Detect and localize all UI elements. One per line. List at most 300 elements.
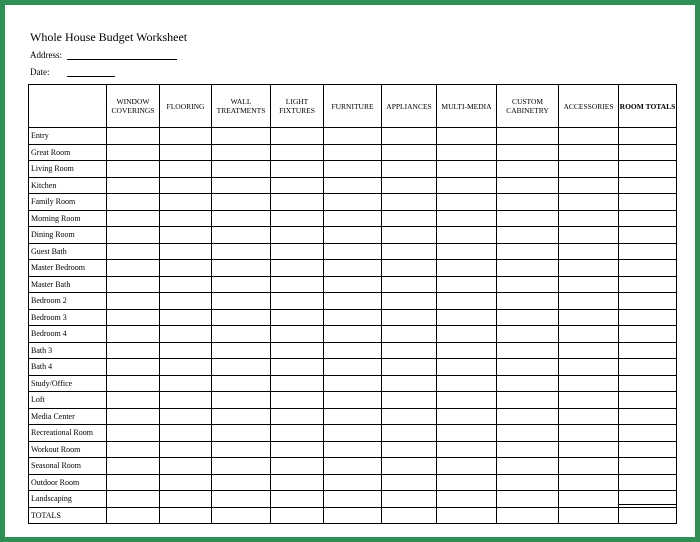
column-header: ROOM TOTALS xyxy=(619,85,677,128)
budget-cell[interactable] xyxy=(271,359,324,376)
budget-cell[interactable] xyxy=(160,359,212,376)
budget-cell[interactable] xyxy=(559,474,619,491)
table-row xyxy=(29,144,677,161)
budget-cell[interactable] xyxy=(160,309,212,326)
budget-cell[interactable] xyxy=(437,375,497,392)
room-label: Study/Office xyxy=(29,375,107,392)
budget-cell[interactable] xyxy=(559,342,619,359)
budget-cell[interactable] xyxy=(619,309,677,326)
room-label: Recreational Room xyxy=(29,425,107,442)
budget-cell[interactable] xyxy=(619,144,677,161)
budget-cell[interactable] xyxy=(160,342,212,359)
budget-cell[interactable] xyxy=(324,227,382,244)
budget-cell[interactable] xyxy=(382,210,437,227)
column-header: CUSTOM CABINETRY xyxy=(497,85,559,128)
budget-cell[interactable] xyxy=(497,128,559,145)
budget-cell[interactable] xyxy=(382,392,437,409)
budget-cell[interactable] xyxy=(160,210,212,227)
budget-cell[interactable] xyxy=(437,194,497,211)
budget-cell[interactable] xyxy=(437,144,497,161)
budget-cell[interactable] xyxy=(107,491,160,508)
room-label: Master Bedroom xyxy=(29,260,107,277)
budget-cell[interactable] xyxy=(107,474,160,491)
budget-cell[interactable] xyxy=(559,293,619,310)
budget-cell[interactable] xyxy=(212,309,271,326)
budget-cell[interactable] xyxy=(559,359,619,376)
budget-cell[interactable] xyxy=(212,128,271,145)
budget-cell[interactable] xyxy=(382,326,437,343)
room-label: Great Room xyxy=(29,144,107,161)
budget-cell[interactable] xyxy=(271,260,324,277)
budget-cell[interactable] xyxy=(437,128,497,145)
worksheet-page xyxy=(5,5,695,537)
budget-cell[interactable] xyxy=(497,491,559,508)
budget-cell[interactable] xyxy=(382,177,437,194)
budget-cell[interactable] xyxy=(497,260,559,277)
budget-cell[interactable] xyxy=(437,408,497,425)
budget-cell[interactable] xyxy=(271,128,324,145)
budget-cell[interactable] xyxy=(160,408,212,425)
date-field xyxy=(67,76,115,77)
budget-cell[interactable] xyxy=(107,194,160,211)
budget-cell[interactable] xyxy=(437,474,497,491)
budget-cell[interactable] xyxy=(437,293,497,310)
budget-cell[interactable] xyxy=(559,128,619,145)
budget-cell[interactable] xyxy=(212,425,271,442)
budget-cell[interactable] xyxy=(437,507,497,524)
budget-cell[interactable] xyxy=(619,276,677,293)
budget-cell[interactable] xyxy=(160,491,212,508)
budget-cell[interactable] xyxy=(619,227,677,244)
budget-cell[interactable] xyxy=(497,375,559,392)
table-row xyxy=(29,359,677,376)
column-header: LIGHT FIXTURES xyxy=(271,85,324,128)
budget-cell[interactable] xyxy=(107,408,160,425)
budget-cell[interactable] xyxy=(497,342,559,359)
column-header: APPLIANCES xyxy=(382,85,437,128)
budget-cell[interactable] xyxy=(271,144,324,161)
budget-cell[interactable] xyxy=(382,408,437,425)
budget-cell[interactable] xyxy=(107,260,160,277)
budget-cell[interactable] xyxy=(212,210,271,227)
budget-cell[interactable] xyxy=(437,260,497,277)
budget-cell[interactable] xyxy=(619,392,677,409)
room-label: Bedroom 3 xyxy=(29,309,107,326)
budget-cell[interactable] xyxy=(497,243,559,260)
budget-cell[interactable] xyxy=(437,342,497,359)
budget-cell[interactable] xyxy=(497,326,559,343)
budget-cell[interactable] xyxy=(271,342,324,359)
budget-cell[interactable] xyxy=(212,342,271,359)
room-label: Guest Bath xyxy=(29,243,107,260)
budget-cell[interactable] xyxy=(559,260,619,277)
budget-cell[interactable] xyxy=(107,441,160,458)
budget-cell[interactable] xyxy=(271,210,324,227)
budget-cell[interactable] xyxy=(382,194,437,211)
table-row xyxy=(29,326,677,343)
budget-cell[interactable] xyxy=(559,144,619,161)
budget-cell[interactable] xyxy=(324,260,382,277)
budget-cell[interactable] xyxy=(382,507,437,524)
budget-cell[interactable] xyxy=(382,260,437,277)
budget-cell[interactable] xyxy=(160,474,212,491)
budget-cell[interactable] xyxy=(107,144,160,161)
budget-cell[interactable] xyxy=(324,177,382,194)
budget-cell[interactable] xyxy=(382,144,437,161)
room-label: Bath 4 xyxy=(29,359,107,376)
budget-cell[interactable] xyxy=(497,177,559,194)
budget-cell[interactable] xyxy=(619,210,677,227)
budget-cell[interactable] xyxy=(382,161,437,178)
budget-cell[interactable] xyxy=(497,144,559,161)
room-label: Outdoor Room xyxy=(29,474,107,491)
table-row xyxy=(29,260,677,277)
table-row xyxy=(29,210,677,227)
budget-cell[interactable] xyxy=(382,359,437,376)
budget-cell[interactable] xyxy=(559,227,619,244)
budget-cell[interactable] xyxy=(107,210,160,227)
table-row xyxy=(29,408,677,425)
budget-cell[interactable] xyxy=(324,408,382,425)
budget-cell[interactable] xyxy=(160,128,212,145)
budget-cell[interactable] xyxy=(212,474,271,491)
budget-cell[interactable] xyxy=(437,210,497,227)
budget-cell[interactable] xyxy=(619,507,677,524)
budget-cell[interactable] xyxy=(271,161,324,178)
room-label: Media Center xyxy=(29,408,107,425)
budget-cell[interactable] xyxy=(497,227,559,244)
budget-cell[interactable] xyxy=(382,227,437,244)
budget-cell[interactable] xyxy=(271,474,324,491)
budget-cell[interactable] xyxy=(619,441,677,458)
budget-cell[interactable] xyxy=(324,309,382,326)
budget-cell[interactable] xyxy=(619,177,677,194)
budget-cell[interactable] xyxy=(107,392,160,409)
budget-cell[interactable] xyxy=(324,392,382,409)
budget-cell[interactable] xyxy=(271,507,324,524)
budget-cell[interactable] xyxy=(619,474,677,491)
room-label: Family Room xyxy=(29,194,107,211)
budget-cell[interactable] xyxy=(382,276,437,293)
budget-cell[interactable] xyxy=(107,309,160,326)
budget-cell[interactable] xyxy=(619,243,677,260)
budget-cell[interactable] xyxy=(324,161,382,178)
budget-cell[interactable] xyxy=(107,128,160,145)
budget-cell[interactable] xyxy=(107,177,160,194)
budget-cell[interactable] xyxy=(619,425,677,442)
budget-cell[interactable] xyxy=(107,359,160,376)
budget-cell[interactable] xyxy=(212,293,271,310)
budget-cell[interactable] xyxy=(324,326,382,343)
budget-cell[interactable] xyxy=(437,392,497,409)
budget-cell[interactable] xyxy=(559,491,619,508)
budget-cell[interactable] xyxy=(497,507,559,524)
budget-cell[interactable] xyxy=(559,276,619,293)
budget-cell[interactable] xyxy=(382,458,437,475)
budget-cell[interactable] xyxy=(212,144,271,161)
budget-cell[interactable] xyxy=(437,161,497,178)
budget-cell[interactable] xyxy=(271,243,324,260)
room-label: Bedroom 4 xyxy=(29,326,107,343)
budget-cell[interactable] xyxy=(324,458,382,475)
budget-cell[interactable] xyxy=(497,458,559,475)
date-label: Date: xyxy=(30,67,50,77)
budget-cell[interactable] xyxy=(497,161,559,178)
budget-cell[interactable] xyxy=(212,276,271,293)
budget-cell[interactable] xyxy=(107,375,160,392)
budget-cell[interactable] xyxy=(619,260,677,277)
budget-cell[interactable] xyxy=(107,161,160,178)
budget-cell[interactable] xyxy=(212,375,271,392)
table-row xyxy=(29,194,677,211)
budget-cell[interactable] xyxy=(619,161,677,178)
column-header: WALL TREATMENTS xyxy=(212,85,271,128)
table-row xyxy=(29,491,677,508)
budget-cell[interactable] xyxy=(382,441,437,458)
budget-cell[interactable] xyxy=(160,375,212,392)
budget-cell[interactable] xyxy=(107,425,160,442)
budget-cell[interactable] xyxy=(559,507,619,524)
budget-cell[interactable] xyxy=(160,441,212,458)
budget-cell[interactable] xyxy=(271,375,324,392)
room-label: Loft xyxy=(29,392,107,409)
budget-cell[interactable] xyxy=(107,458,160,475)
table-body xyxy=(29,128,677,524)
budget-cell[interactable] xyxy=(619,375,677,392)
budget-cell[interactable] xyxy=(382,474,437,491)
budget-cell[interactable] xyxy=(619,491,677,508)
budget-cell[interactable] xyxy=(619,408,677,425)
budget-cell[interactable] xyxy=(324,425,382,442)
budget-cell[interactable] xyxy=(271,392,324,409)
budget-cell[interactable] xyxy=(382,128,437,145)
budget-cell[interactable] xyxy=(619,342,677,359)
budget-cell[interactable] xyxy=(107,507,160,524)
budget-cell[interactable] xyxy=(212,260,271,277)
table-row xyxy=(29,507,677,524)
budget-cell[interactable] xyxy=(271,425,324,442)
budget-cell[interactable] xyxy=(160,177,212,194)
budget-cell[interactable] xyxy=(324,474,382,491)
table-row xyxy=(29,392,677,409)
column-header: MULTI-MEDIA xyxy=(437,85,497,128)
budget-cell[interactable] xyxy=(160,425,212,442)
budget-cell[interactable] xyxy=(559,177,619,194)
budget-cell[interactable] xyxy=(559,458,619,475)
budget-cell[interactable] xyxy=(271,309,324,326)
budget-cell[interactable] xyxy=(324,243,382,260)
budget-cell[interactable] xyxy=(160,161,212,178)
room-label: Entry xyxy=(29,128,107,145)
budget-cell[interactable] xyxy=(619,194,677,211)
budget-cell[interactable] xyxy=(559,210,619,227)
room-label: Kitchen xyxy=(29,177,107,194)
budget-cell[interactable] xyxy=(437,243,497,260)
column-header: FURNITURE xyxy=(324,85,382,128)
budget-cell[interactable] xyxy=(497,276,559,293)
table-row xyxy=(29,309,677,326)
table-row xyxy=(29,425,677,442)
budget-cell[interactable] xyxy=(160,293,212,310)
budget-cell[interactable] xyxy=(559,243,619,260)
budget-cell[interactable] xyxy=(437,227,497,244)
budget-cell[interactable] xyxy=(324,144,382,161)
total-underline xyxy=(619,504,676,505)
budget-cell[interactable] xyxy=(212,161,271,178)
budget-cell[interactable] xyxy=(160,260,212,277)
budget-cell[interactable] xyxy=(437,326,497,343)
budget-cell[interactable] xyxy=(160,227,212,244)
budget-cell[interactable] xyxy=(619,326,677,343)
table-row xyxy=(29,177,677,194)
budget-cell[interactable] xyxy=(271,408,324,425)
budget-cell[interactable] xyxy=(212,326,271,343)
budget-cell[interactable] xyxy=(160,392,212,409)
budget-cell[interactable] xyxy=(160,243,212,260)
header-row xyxy=(29,85,677,128)
budget-cell[interactable] xyxy=(212,177,271,194)
room-label: Master Bath xyxy=(29,276,107,293)
budget-cell[interactable] xyxy=(382,375,437,392)
budget-cell[interactable] xyxy=(324,194,382,211)
budget-cell[interactable] xyxy=(437,491,497,508)
budget-cell[interactable] xyxy=(212,507,271,524)
budget-cell[interactable] xyxy=(497,474,559,491)
budget-cell[interactable] xyxy=(559,375,619,392)
budget-cell[interactable] xyxy=(160,144,212,161)
budget-cell[interactable] xyxy=(212,408,271,425)
budget-cell[interactable] xyxy=(559,326,619,343)
room-label: Morning Room xyxy=(29,210,107,227)
budget-cell[interactable] xyxy=(271,293,324,310)
budget-cell[interactable] xyxy=(324,375,382,392)
room-label: Bath 3 xyxy=(29,342,107,359)
table-row xyxy=(29,458,677,475)
budget-cell[interactable] xyxy=(271,194,324,211)
budget-cell[interactable] xyxy=(160,507,212,524)
budget-cell[interactable] xyxy=(382,425,437,442)
budget-cell[interactable] xyxy=(212,243,271,260)
budget-cell[interactable] xyxy=(497,293,559,310)
budget-cell[interactable] xyxy=(497,359,559,376)
budget-cell[interactable] xyxy=(559,194,619,211)
page-title: Whole House Budget Worksheet xyxy=(30,30,188,44)
budget-cell[interactable] xyxy=(324,210,382,227)
budget-cell[interactable] xyxy=(559,392,619,409)
column-header: ACCESSORIES xyxy=(559,85,619,128)
budget-cell[interactable] xyxy=(497,309,559,326)
room-label: Living Room xyxy=(29,161,107,178)
budget-cell[interactable] xyxy=(437,458,497,475)
room-column-header xyxy=(29,85,107,128)
budget-cell[interactable] xyxy=(212,491,271,508)
address-label: Address: xyxy=(30,50,62,60)
budget-cell[interactable] xyxy=(107,276,160,293)
budget-cell[interactable] xyxy=(497,425,559,442)
budget-cell[interactable] xyxy=(437,441,497,458)
table-row xyxy=(29,243,677,260)
budget-cell[interactable] xyxy=(271,441,324,458)
budget-cell[interactable] xyxy=(160,276,212,293)
budget-cell[interactable] xyxy=(107,293,160,310)
budget-cell[interactable] xyxy=(559,161,619,178)
budget-cell[interactable] xyxy=(559,309,619,326)
budget-cell[interactable] xyxy=(497,392,559,409)
budget-cell[interactable] xyxy=(559,441,619,458)
budget-cell[interactable] xyxy=(497,408,559,425)
budget-cell[interactable] xyxy=(382,309,437,326)
budget-cell[interactable] xyxy=(619,458,677,475)
budget-cell[interactable] xyxy=(619,128,677,145)
budget-cell[interactable] xyxy=(212,359,271,376)
column-header: WINDOW COVERINGS xyxy=(107,85,160,128)
budget-cell[interactable] xyxy=(107,342,160,359)
budget-cell[interactable] xyxy=(559,408,619,425)
budget-cell[interactable] xyxy=(324,342,382,359)
budget-cell[interactable] xyxy=(382,293,437,310)
budget-cell[interactable] xyxy=(324,491,382,508)
budget-cell[interactable] xyxy=(324,128,382,145)
budget-cell[interactable] xyxy=(212,194,271,211)
budget-cell[interactable] xyxy=(619,293,677,310)
budget-cell[interactable] xyxy=(107,326,160,343)
budget-cell[interactable] xyxy=(271,227,324,244)
budget-cell[interactable] xyxy=(107,227,160,244)
budget-cell[interactable] xyxy=(437,425,497,442)
budget-cell[interactable] xyxy=(160,458,212,475)
budget-cell[interactable] xyxy=(324,276,382,293)
table-row xyxy=(29,293,677,310)
budget-cell[interactable] xyxy=(437,276,497,293)
table-row xyxy=(29,227,677,244)
budget-cell[interactable] xyxy=(437,359,497,376)
table-row xyxy=(29,441,677,458)
budget-cell[interactable] xyxy=(324,441,382,458)
budget-cell[interactable] xyxy=(324,293,382,310)
budget-cell[interactable] xyxy=(324,507,382,524)
budget-cell[interactable] xyxy=(559,425,619,442)
budget-cell[interactable] xyxy=(382,342,437,359)
budget-cell[interactable] xyxy=(271,326,324,343)
budget-cell[interactable] xyxy=(497,194,559,211)
budget-table xyxy=(28,84,677,524)
budget-cell[interactable] xyxy=(497,441,559,458)
address-field xyxy=(67,59,177,60)
budget-cell[interactable] xyxy=(160,326,212,343)
room-label: Seasonal Room xyxy=(29,458,107,475)
budget-cell[interactable] xyxy=(271,491,324,508)
budget-cell[interactable] xyxy=(382,243,437,260)
budget-cell[interactable] xyxy=(437,309,497,326)
budget-cell[interactable] xyxy=(107,243,160,260)
budget-cell[interactable] xyxy=(271,177,324,194)
budget-cell[interactable] xyxy=(160,194,212,211)
budget-cell[interactable] xyxy=(212,392,271,409)
table-row xyxy=(29,161,677,178)
room-label: TOTALS xyxy=(29,507,107,524)
budget-cell[interactable] xyxy=(497,210,559,227)
budget-cell[interactable] xyxy=(271,276,324,293)
budget-cell[interactable] xyxy=(619,359,677,376)
table-row xyxy=(29,342,677,359)
budget-cell[interactable] xyxy=(212,227,271,244)
budget-cell[interactable] xyxy=(382,491,437,508)
budget-cell[interactable] xyxy=(324,359,382,376)
budget-cell[interactable] xyxy=(212,441,271,458)
budget-cell[interactable] xyxy=(437,177,497,194)
budget-cell[interactable] xyxy=(212,458,271,475)
budget-cell[interactable] xyxy=(271,458,324,475)
